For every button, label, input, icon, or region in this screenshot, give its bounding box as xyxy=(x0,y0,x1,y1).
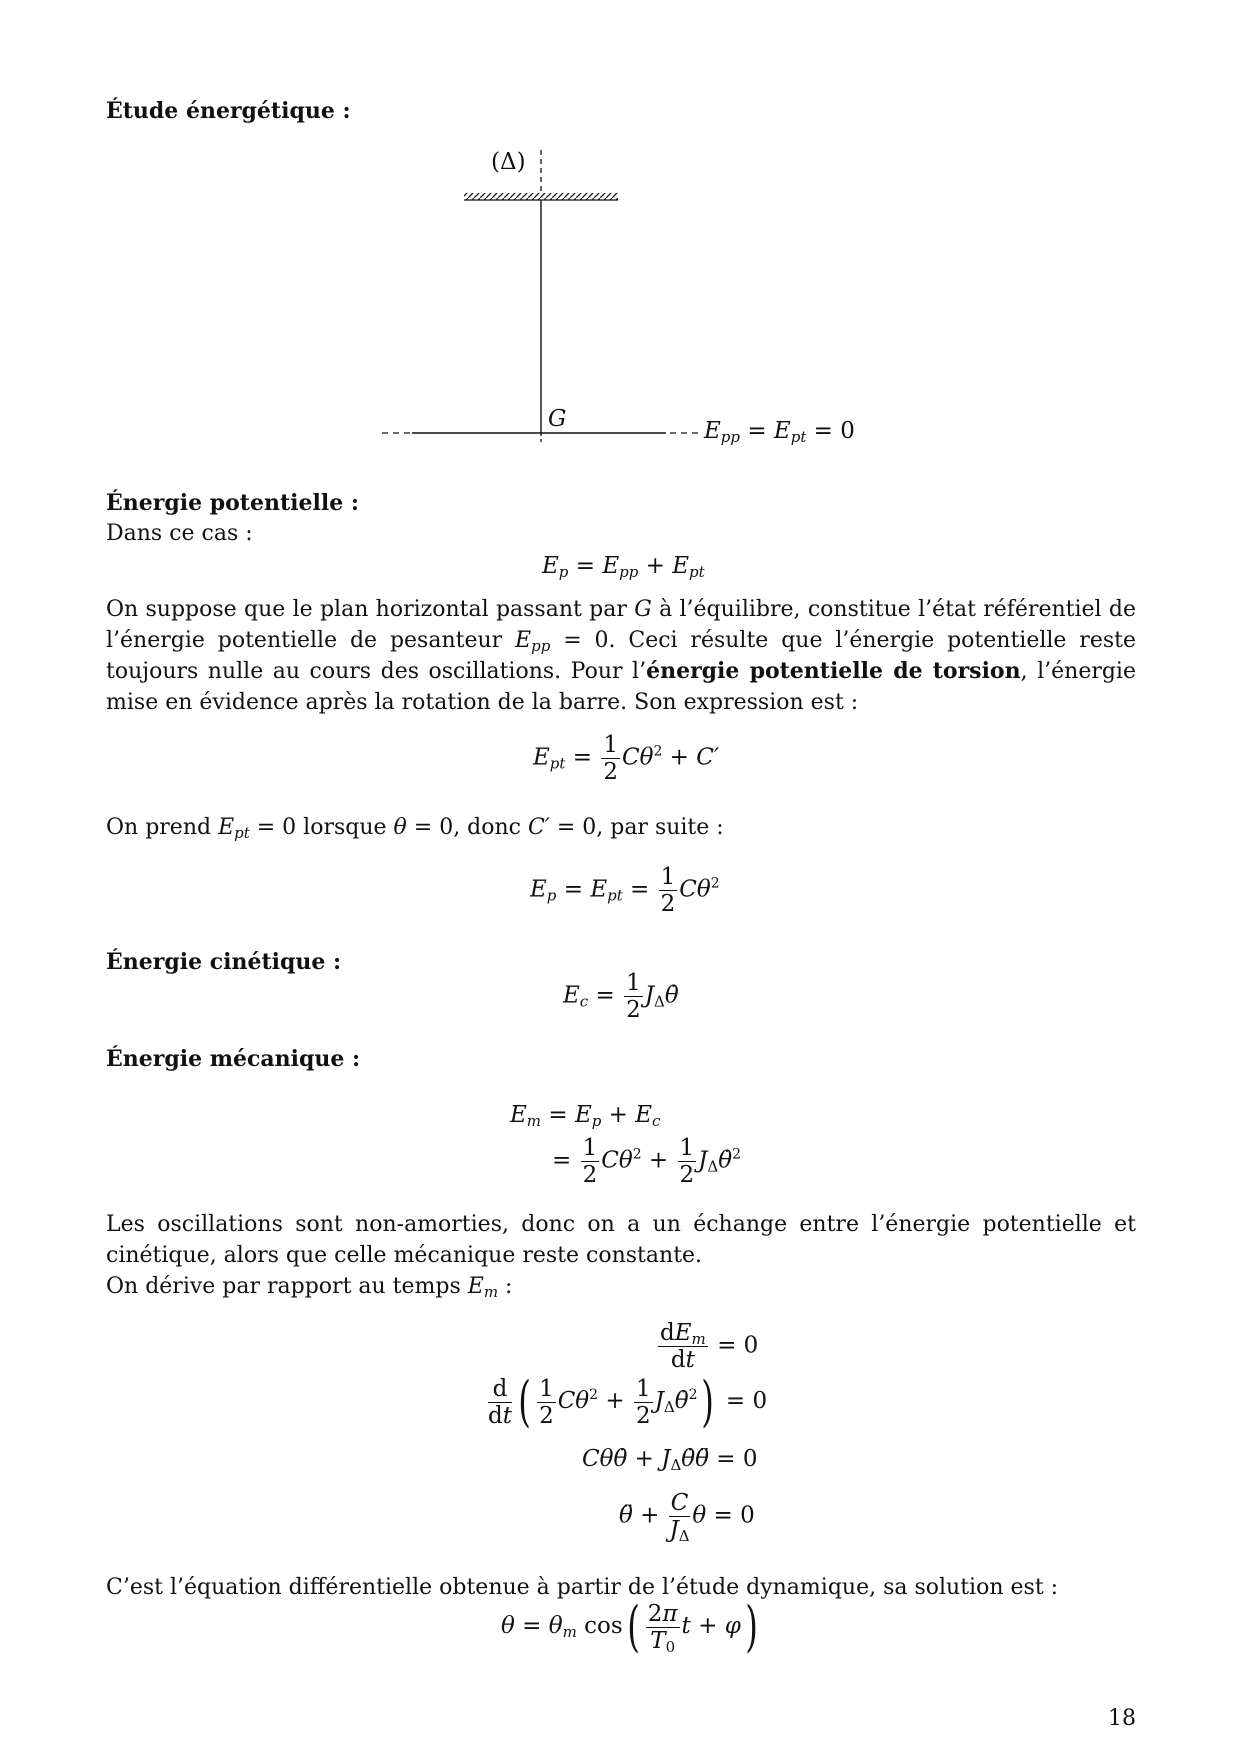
eq-ep-sum: $E_p = E_{pp} + E_{pt}$ xyxy=(542,553,705,581)
eq-dem: $\frac{dE_m}{dt}$ = 0 xyxy=(660,1320,759,1373)
g-label: G xyxy=(548,406,567,432)
torsion-pendulum-figure xyxy=(0,0,1240,470)
potential-intro: Dans ce cas : xyxy=(106,521,253,546)
eq-d-expanded: $\frac{d}{dt}$ ( $\frac{1}{2}$ $C\theta^2$ + $\frac{1}{2}$ $J_\Delta\thetȧ^2) = 0$ xyxy=(488,1370,768,1433)
derivative-intro: On dérive par rapport au temps $E_m$ : xyxy=(106,1274,513,1301)
eq-ep-final: $E_p = E_{pt}$ = $\frac{1}{2}$ $C\theta^2$ xyxy=(530,864,720,917)
eq-ept: $E_{pt}$ = $\frac{1}{2}$ $C\theta^2 + C'$ xyxy=(533,732,720,785)
kinetic-heading: Énergie cinétique : xyxy=(106,949,342,975)
potential-heading: Énergie potentielle : xyxy=(106,490,359,516)
eq-ec: $E_c$ = $\frac{1}{2}$ $J_\Delta\thetȧ$ xyxy=(563,970,679,1023)
potential-paragraph: On suppose que le plan horizontal passant par G à l’équilibre, constitue l’état référentiel de l’énergie potentielle de pesanteur $E_{pp} = 0$. Ceci résulte que l’énergie potentielle reste toujours nulle au cours des oscillations. Pour l’énergie potentielle de torsion, l’énergie mise en évidence après la rotation de la barre. Son expression est : xyxy=(106,597,1136,715)
ceiling-hatching xyxy=(464,193,618,200)
axis-label: (Δ) xyxy=(491,149,526,175)
page-number: 18 xyxy=(1108,1706,1136,1731)
eq-solution: $\theta = \theta_m$ cos( $\frac{2\pi}{T_0}$ t + φ) xyxy=(501,1595,758,1658)
eq-diff: θ̈ + $\frac{C}{J_\Delta}$ θ = 0 xyxy=(619,1490,755,1545)
eq-d-product: Cθθ̇ + $J_\Delta\thetȧ\thetä = 0$ xyxy=(582,1446,758,1474)
reference-energy-label: $E_{pp} = E_{pt} = 0$ xyxy=(704,418,855,446)
section-title: Étude énergétique : xyxy=(106,98,351,124)
eq-em-1: $E_m = E_p + E_c$ xyxy=(510,1102,661,1130)
mechanical-paragraph: Les oscillations sont non-amorties, donc on a un échange entre l’énergie potentielle et cinétique, alors que celle mécanique reste constante. xyxy=(106,1212,1136,1268)
potential-condition: On prend $E_{pt} = 0$ lorsque θ = 0, donc C′ = 0, par suite : xyxy=(106,815,724,842)
conclusion-text: C’est l’équation différentielle obtenue à partir de l’étude dynamique, sa solution est : xyxy=(106,1575,1059,1600)
mechanical-heading: Énergie mécanique : xyxy=(106,1046,361,1072)
eq-em-2: = $\frac{1}{2}$ $C\theta^2$ + $\frac{1}{2}$ $J_\Delta\thetȧ^2$ xyxy=(552,1135,742,1188)
